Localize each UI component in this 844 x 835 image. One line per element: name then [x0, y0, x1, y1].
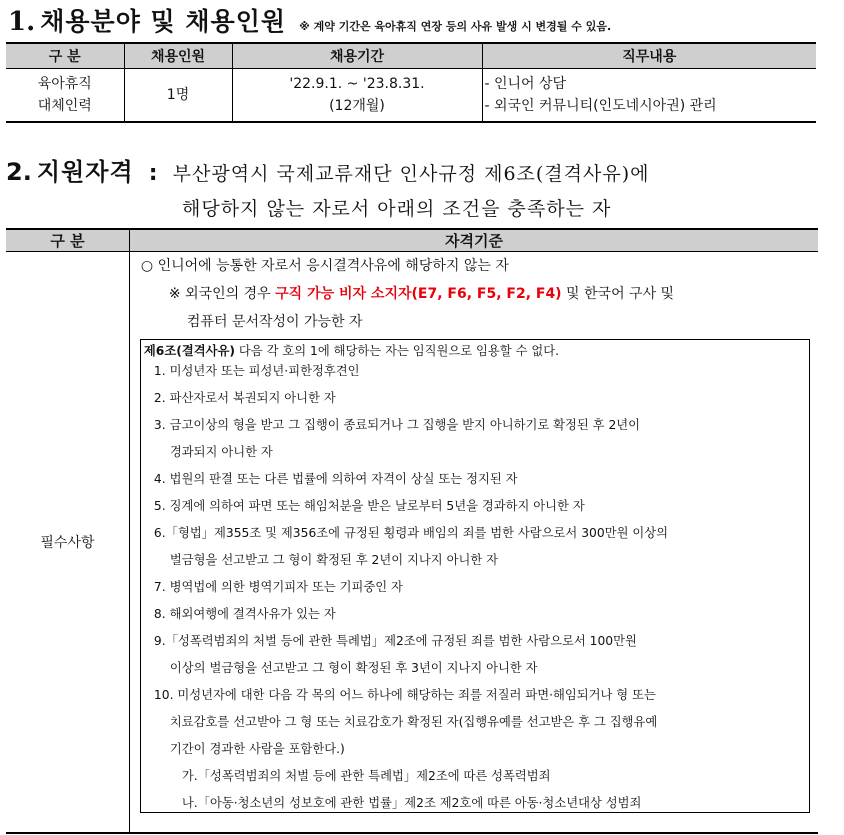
category-line-1: 육아휴직 [37, 76, 92, 92]
article-title: 제6조(결격사유) [143, 344, 235, 358]
section-2-number: 2. [6, 158, 32, 186]
header-period: 채용기간 [232, 43, 482, 69]
period-range: '22.9.1. ~ '23.8.31. [289, 76, 425, 92]
recruitment-table-header [6, 43, 816, 69]
section-2-heading [6, 152, 650, 187]
sub-list-item: 가.「성폭력범죄의 처벌 등에 관한 특례법」제2조에 따른 성폭력범죄 [181, 769, 551, 783]
list-item-continued: 기간이 경과한 사람을 포함한다.) [169, 742, 345, 756]
section-1-number: 1. [8, 7, 36, 37]
article-heading [144, 341, 559, 359]
criteria-line-1: ○ 인니어에 능통한 자로서 응시결격사유에 해당하지 않는 자 [140, 258, 509, 274]
section-1-note: ※ 계약 기간은 육아휴직 연장 등의 사유 발생 시 변경될 수 있음. [299, 20, 612, 33]
table-row [6, 252, 818, 834]
list-item: 6.「형법」제355조 및 제356조에 규정된 횡령과 배임의 죄를 범한 사람으로서 300만원 이상의 [153, 526, 668, 540]
header-criteria: 자격기준 [129, 229, 818, 252]
list-item-continued: 벌금형을 선고받고 그 형이 확정된 후 2년이 지나지 아니한 자 [169, 553, 499, 567]
qualification-table [6, 228, 818, 834]
section-2-desc-line-1: 부산광역시 국제교류재단 인사규정 제6조(결격사유)에 [172, 163, 650, 185]
sub-list-item: 나.「아동·청소년의 성보호에 관한 법률」제2조 제2호에 따른 아동·청소년대상 성범죄 [181, 796, 642, 810]
header-count: 채용인원 [124, 43, 232, 69]
list-item: 9.「성폭력범죄의 처벌 등에 관한 특례법」제2조에 규정된 죄를 범한 사람으로서 100만원 [153, 634, 637, 648]
header-category: 구 분 [6, 229, 129, 252]
duty-cell [482, 69, 816, 123]
list-item-continued: 경과되지 아니한 자 [169, 445, 273, 459]
foreigner-note-line-1 [169, 283, 674, 303]
recruitment-table [6, 42, 816, 123]
criteria-cell [129, 252, 818, 834]
qualification-table-header [6, 229, 818, 252]
section-2-title: 지원자격 [36, 158, 134, 186]
header-duty: 직무내용 [482, 43, 816, 69]
duty-line-2: - 외국인 커뮤니티(인도네시아권) 관리 [484, 98, 717, 114]
list-item: 2. 파산자로서 복권되지 아니한 자 [153, 391, 336, 405]
count-cell: 1명 [124, 69, 232, 123]
article-intro: 다음 각 호의 1에 해당하는 자는 임직원으로 임용할 수 없다. [235, 344, 560, 358]
disqualification-article-box [140, 339, 810, 813]
list-item: 10. 미성년자에 대한 다음 각 목의 어느 하나에 해당하는 죄를 저질러 파면·해임되거나 형 또는 [153, 688, 656, 702]
foreigner-note-line-2: 컴퓨터 문서작성이 가능한 자 [186, 314, 363, 330]
visa-requirement-highlight: 구직 가능 비자 소지자(E7, F6, F5, F2, F4) [275, 286, 562, 302]
list-item-continued: 치료감호를 선고받아 그 형 또는 치료감호가 확정된 자(집행유예를 선고받은 후 그 집행유예 [169, 715, 658, 729]
period-cell [232, 69, 482, 123]
section-2-colon: : [148, 161, 158, 186]
list-item: 4. 법원의 판결 또는 다른 법률에 의하여 자격이 상실 또는 정지된 자 [153, 472, 518, 486]
duty-line-1: - 인니어 상담 [484, 76, 567, 92]
section-1-heading [8, 2, 611, 36]
period-months: (12개월) [329, 98, 385, 114]
list-item: 8. 해외여행에 결격사유가 있는 자 [153, 607, 336, 621]
list-item: 7. 병역법에 의한 병역기피자 또는 기피중인 자 [153, 580, 403, 594]
category-line-2: 대체인력 [37, 98, 92, 114]
section-1-title: 채용분야 및 채용인원 [40, 7, 287, 36]
category-cell [6, 69, 124, 123]
table-row [6, 69, 816, 123]
foreigner-note-suffix: 및 한국어 구사 및 [561, 286, 675, 302]
section-2-desc-line-2: 해당하지 않는 자로서 아래의 조건을 충족하는 자 [182, 198, 612, 220]
required-category-cell: 필수사항 [6, 252, 129, 834]
list-item: 3. 금고이상의 형을 받고 그 집행이 종료되거나 그 집행을 받지 아니하기로 확정된 후 2년이 [153, 418, 641, 432]
list-item: 5. 징계에 의하여 파면 또는 해임처분을 받은 날로부터 5년을 경과하지 아니한 자 [153, 499, 585, 513]
list-item-continued: 이상의 벌금형을 선고받고 그 형이 확정된 후 3년이 지나지 아니한 자 [169, 661, 538, 675]
foreigner-note-prefix: ※ 외국인의 경우 [168, 286, 276, 302]
header-category: 구 분 [6, 43, 124, 69]
list-item: 1. 미성년자 또는 피성년·피한정후견인 [153, 364, 360, 378]
